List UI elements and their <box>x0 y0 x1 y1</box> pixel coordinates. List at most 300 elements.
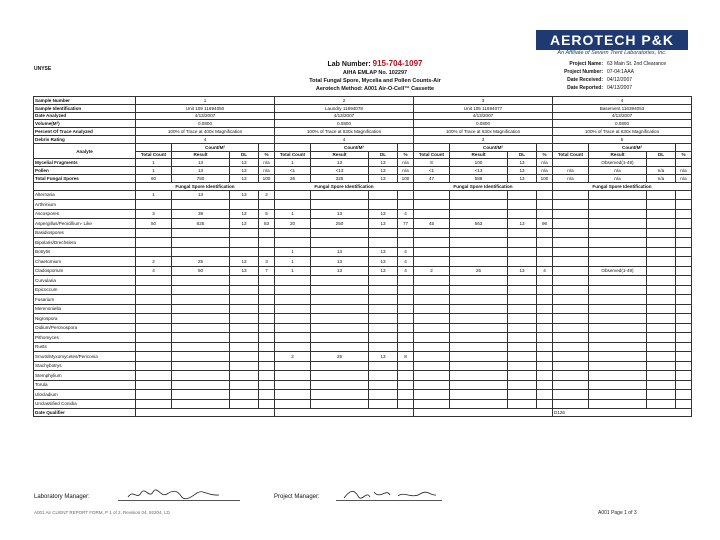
spore-name: Memnoniella <box>34 304 136 314</box>
data-cell <box>230 304 259 314</box>
project-info-row <box>545 76 705 84</box>
spore-name: Stachybotrys <box>34 361 136 371</box>
data-cell <box>172 314 230 324</box>
date-qualifier-label: Date Qualifier <box>34 409 136 417</box>
data-cell <box>676 342 692 352</box>
blank-cell <box>676 143 692 151</box>
company-logo: AEROTECH P&K <box>536 30 688 50</box>
data-cell: 13 <box>230 190 259 200</box>
data-cell <box>311 371 369 381</box>
data-cell <box>537 371 553 381</box>
data-cell <box>647 257 676 267</box>
spore-row <box>34 390 692 400</box>
data-cell <box>676 159 692 167</box>
data-cell <box>230 390 259 400</box>
data-cell <box>508 238 537 248</box>
data-cell: 13 <box>311 209 369 219</box>
data-cell <box>508 390 537 400</box>
data-cell <box>311 304 369 314</box>
spore-id-header: Fungal Spore Identification <box>136 182 275 190</box>
data-cell <box>172 228 230 238</box>
data-cell: <1 <box>275 167 311 175</box>
data-cell <box>508 333 537 343</box>
data-cell <box>369 342 398 352</box>
data-cell <box>398 200 414 210</box>
data-cell <box>589 247 647 257</box>
data-cell <box>647 266 676 276</box>
data-cell: 13 <box>508 167 537 175</box>
data-cell <box>172 371 230 381</box>
data-cell <box>647 304 676 314</box>
data-cell <box>136 399 172 409</box>
data-cell <box>230 352 259 362</box>
data-cell <box>589 257 647 267</box>
data-cell <box>230 380 259 390</box>
spore-name: Rusts <box>34 342 136 352</box>
data-cell: 1 <box>136 159 172 167</box>
project-info-label: Project Number: <box>564 69 603 75</box>
data-cell <box>553 380 589 390</box>
data-cell: 13 <box>172 159 230 167</box>
summary-row <box>34 167 692 175</box>
data-cell <box>553 390 589 400</box>
project-info-row <box>545 84 705 92</box>
data-cell <box>136 390 172 400</box>
data-cell <box>275 333 311 343</box>
data-cell <box>369 323 398 333</box>
data-cell <box>369 390 398 400</box>
data-cell: 50 <box>172 266 230 276</box>
data-cell <box>414 257 450 267</box>
data-cell <box>537 238 553 248</box>
data-cell <box>369 228 398 238</box>
analyte-header: Analyte <box>34 143 136 159</box>
data-cell <box>553 333 589 343</box>
data-cell: 588 <box>450 174 508 182</box>
data-cell <box>136 352 172 362</box>
summary-row-label: Total Fungal Spores <box>34 174 136 182</box>
data-cell <box>676 304 692 314</box>
data-cell <box>647 342 676 352</box>
data-cell <box>647 200 676 210</box>
blank-cell <box>553 143 589 151</box>
data-cell <box>508 247 537 257</box>
data-cell <box>275 238 311 248</box>
data-cell <box>398 323 414 333</box>
spore-row <box>34 285 692 295</box>
data-cell <box>450 295 508 305</box>
spore-name: Smuts/Myxomycetes/Periconia <box>34 352 136 362</box>
data-cell <box>172 380 230 390</box>
dl-header: DL <box>230 151 259 159</box>
data-cell <box>311 390 369 400</box>
spore-name: Ulocladium <box>34 390 136 400</box>
data-cell <box>676 314 692 324</box>
info-row <box>34 120 692 128</box>
data-cell <box>259 333 275 343</box>
data-cell <box>508 295 537 305</box>
spore-name: Chaetomium <box>34 257 136 267</box>
data-cell <box>647 247 676 257</box>
blank-cell <box>259 143 275 151</box>
data-cell: n/a <box>537 167 553 175</box>
data-cell <box>537 333 553 343</box>
data-cell <box>398 228 414 238</box>
info-row-label: Debris Rating <box>34 135 136 143</box>
data-cell <box>275 304 311 314</box>
data-cell <box>676 276 692 286</box>
data-cell <box>676 323 692 333</box>
info-value: 4 <box>136 135 275 143</box>
data-cell <box>589 209 647 219</box>
data-cell: 13 <box>311 257 369 267</box>
data-cell <box>553 304 589 314</box>
data-cell <box>369 361 398 371</box>
data-cell <box>259 295 275 305</box>
data-cell <box>647 219 676 229</box>
spore-row <box>34 190 692 200</box>
data-cell <box>259 200 275 210</box>
data-cell <box>398 190 414 200</box>
data-cell: 25 <box>450 266 508 276</box>
data-cell <box>259 352 275 362</box>
data-cell <box>369 399 398 409</box>
report-header <box>260 60 490 93</box>
data-cell <box>647 314 676 324</box>
data-cell <box>589 361 647 371</box>
data-cell: 96 <box>537 219 553 229</box>
date-qualifier-row <box>34 409 692 417</box>
data-cell <box>369 371 398 381</box>
data-cell <box>414 323 450 333</box>
data-cell <box>676 190 692 200</box>
data-cell <box>398 304 414 314</box>
data-cell <box>136 200 172 210</box>
data-cell <box>311 323 369 333</box>
data-cell <box>311 380 369 390</box>
data-cell <box>398 361 414 371</box>
data-cell: n/a <box>398 159 414 167</box>
data-cell: 13 <box>230 159 259 167</box>
info-row-label: Sample Identification <box>34 104 136 112</box>
project-manager-signature <box>340 486 440 502</box>
data-cell <box>136 380 172 390</box>
data-cell: 13 <box>369 174 398 182</box>
data-cell <box>553 190 589 200</box>
data-cell <box>589 276 647 286</box>
result-header: Result <box>311 151 369 159</box>
data-cell: 13 <box>311 266 369 276</box>
info-value: 0.0800 <box>553 120 692 128</box>
spore-row <box>34 314 692 324</box>
info-value: 1 <box>136 97 275 105</box>
data-cell: 13 <box>508 159 537 167</box>
data-cell: 13 <box>172 190 230 200</box>
data-cell <box>676 209 692 219</box>
data-cell <box>676 257 692 267</box>
data-cell <box>647 399 676 409</box>
data-cell <box>136 361 172 371</box>
report-method: Aerotech Method: A001 Air-O-Cell™ Cassette <box>315 86 435 92</box>
data-cell <box>589 399 647 409</box>
data-cell <box>450 209 508 219</box>
data-cell <box>647 209 676 219</box>
logo-tagline: An Affiliate of Severn Trent Laboratories, Inc. <box>557 50 667 56</box>
data-cell <box>508 276 537 286</box>
data-cell <box>589 219 647 229</box>
info-value: 4 <box>275 135 414 143</box>
data-cell <box>172 361 230 371</box>
data-cell <box>136 295 172 305</box>
spore-id-header: Fungal Spore Identification <box>414 182 553 190</box>
data-cell <box>676 247 692 257</box>
count-m3-header: Count/M³ <box>589 143 676 151</box>
data-cell <box>553 276 589 286</box>
data-cell <box>589 295 647 305</box>
data-cell: 325 <box>311 174 369 182</box>
data-cell: 1 <box>275 159 311 167</box>
data-cell <box>450 304 508 314</box>
data-cell: Observed(1-49) <box>589 266 647 276</box>
data-cell <box>275 361 311 371</box>
data-cell <box>676 390 692 400</box>
info-value: Laundry 11694078 <box>275 104 414 112</box>
data-cell <box>369 238 398 248</box>
data-cell <box>230 399 259 409</box>
data-cell <box>136 228 172 238</box>
data-cell <box>414 371 450 381</box>
result-header: Result <box>589 151 647 159</box>
data-cell <box>537 361 553 371</box>
spore-name: Aspergillus/Penicillium- Like <box>34 219 136 229</box>
data-cell <box>537 380 553 390</box>
data-cell <box>647 295 676 305</box>
data-cell <box>311 238 369 248</box>
data-cell <box>259 323 275 333</box>
data-cell: n/a <box>553 167 589 175</box>
data-cell <box>398 285 414 295</box>
data-cell <box>414 238 450 248</box>
data-cell: 13 <box>311 159 369 167</box>
data-cell: 13 <box>369 247 398 257</box>
info-value: 100% of Trace at 400x Magnification <box>136 128 275 136</box>
data-cell: 13 <box>369 352 398 362</box>
data-cell <box>508 314 537 324</box>
data-cell <box>647 228 676 238</box>
data-cell <box>275 285 311 295</box>
data-cell: 250 <box>311 219 369 229</box>
data-cell <box>172 352 230 362</box>
data-cell <box>369 314 398 324</box>
data-cell <box>136 314 172 324</box>
blank-cell <box>398 143 414 151</box>
aiha-number: AIHA EMLAP No. 102297 <box>342 70 408 76</box>
data-cell: n/a <box>676 167 692 175</box>
project-info-label: Date Reported: <box>567 85 603 91</box>
blank-cell <box>414 143 450 151</box>
data-cell <box>136 333 172 343</box>
summary-row <box>34 174 692 182</box>
info-value: 0.0800 <box>136 120 275 128</box>
data-cell <box>398 342 414 352</box>
data-cell <box>589 323 647 333</box>
data-cell <box>537 399 553 409</box>
data-cell <box>275 342 311 352</box>
info-row <box>34 135 692 143</box>
data-cell <box>398 276 414 286</box>
spore-row <box>34 333 692 343</box>
data-cell <box>230 285 259 295</box>
data-cell <box>589 390 647 400</box>
data-cell <box>553 228 589 238</box>
data-cell <box>369 333 398 343</box>
data-cell <box>136 323 172 333</box>
data-cell: 13 <box>311 247 369 257</box>
info-value: 100% of Trace at 630x Magnification <box>275 128 414 136</box>
project-info-label: Project Name: <box>569 61 603 67</box>
spore-row <box>34 219 692 229</box>
data-cell <box>136 371 172 381</box>
data-cell: 4 <box>398 266 414 276</box>
data-cell: 13 <box>369 266 398 276</box>
data-cell <box>369 285 398 295</box>
data-cell <box>311 295 369 305</box>
client-name: UNYSE <box>34 66 52 72</box>
data-cell <box>398 371 414 381</box>
data-cell <box>537 314 553 324</box>
data-cell: 13 <box>230 219 259 229</box>
data-cell <box>311 314 369 324</box>
data-cell <box>172 238 230 248</box>
summary-row <box>34 159 692 167</box>
data-cell <box>508 399 537 409</box>
data-cell <box>589 304 647 314</box>
form-footnote: A001 Air CLIENT REPORT FORM, P 1 of 2, Revision 04, 92204, LD <box>34 510 170 515</box>
data-cell <box>553 238 589 248</box>
report-title: Total Fungal Spore, Mycelia and Pollen Counts-Air <box>309 78 441 84</box>
data-cell <box>414 190 450 200</box>
data-cell <box>369 190 398 200</box>
data-cell <box>553 209 589 219</box>
data-cell <box>275 390 311 400</box>
data-cell: n/a <box>398 167 414 175</box>
info-row-label: Volume(M³) <box>34 120 136 128</box>
data-cell: 60 <box>136 174 172 182</box>
spore-row <box>34 399 692 409</box>
data-cell <box>369 304 398 314</box>
data-cell <box>275 295 311 305</box>
data-cell <box>553 342 589 352</box>
data-cell <box>414 361 450 371</box>
spore-name: Curvularia <box>34 276 136 286</box>
data-cell <box>450 380 508 390</box>
data-cell <box>508 257 537 267</box>
data-cell: n/a <box>259 159 275 167</box>
data-cell: 25 <box>172 257 230 267</box>
data-cell <box>275 380 311 390</box>
data-cell <box>398 399 414 409</box>
project-info-value: 04/13/2007 <box>607 85 633 91</box>
spore-row <box>34 295 692 305</box>
data-cell <box>676 285 692 295</box>
data-cell <box>553 314 589 324</box>
data-cell <box>508 285 537 295</box>
data-cell: 3 <box>136 209 172 219</box>
data-cell: 4 <box>136 266 172 276</box>
project-info-label: Date Received: <box>567 77 603 83</box>
spore-row <box>34 238 692 248</box>
data-cell: 1 <box>136 190 172 200</box>
data-cell <box>414 276 450 286</box>
data-cell: 50 <box>136 219 172 229</box>
data-cell <box>311 276 369 286</box>
data-cell <box>259 399 275 409</box>
data-cell <box>589 342 647 352</box>
data-cell <box>275 190 311 200</box>
info-value: Unit 105 11694077 <box>414 104 553 112</box>
spore-row <box>34 352 692 362</box>
data-cell <box>275 276 311 286</box>
count-header-row <box>34 143 692 151</box>
data-cell: n/a <box>647 167 676 175</box>
data-cell <box>589 333 647 343</box>
spore-id-header: Fungal Spore Identification <box>275 182 414 190</box>
data-cell <box>647 238 676 248</box>
data-cell: 5 <box>259 209 275 219</box>
dl-header: DL <box>369 151 398 159</box>
data-cell: 13 <box>369 257 398 267</box>
pct-header: % <box>398 151 414 159</box>
data-cell: 47 <box>414 174 450 182</box>
data-cell <box>311 200 369 210</box>
spore-name: Cladosporium <box>34 266 136 276</box>
data-cell <box>259 361 275 371</box>
data-cell: 625 <box>172 219 230 229</box>
result-header: Result <box>172 151 230 159</box>
total-count-header: Total Count <box>553 151 589 159</box>
page-number: A001 Page 1 of 3 <box>598 510 637 516</box>
data-cell <box>553 352 589 362</box>
spore-row <box>34 304 692 314</box>
data-cell <box>589 352 647 362</box>
data-cell: 7 <box>259 266 275 276</box>
data-cell <box>311 361 369 371</box>
data-cell <box>553 399 589 409</box>
data-cell <box>369 295 398 305</box>
data-cell <box>647 380 676 390</box>
spore-row <box>34 257 692 267</box>
data-cell: 13 <box>508 219 537 229</box>
data-cell <box>450 371 508 381</box>
data-cell <box>676 361 692 371</box>
data-cell: 100 <box>259 174 275 182</box>
data-cell <box>508 323 537 333</box>
data-cell <box>259 390 275 400</box>
info-row-label: Percent Of Trace Analyzed <box>34 128 136 136</box>
data-cell <box>589 285 647 295</box>
data-cell <box>508 371 537 381</box>
data-cell <box>537 257 553 267</box>
info-value: 3 <box>414 97 553 105</box>
data-cell <box>172 323 230 333</box>
data-cell: 20 <box>275 219 311 229</box>
data-cell <box>230 361 259 371</box>
info-value: 2 <box>275 97 414 105</box>
date-qualifier-value <box>275 409 414 417</box>
data-cell <box>136 276 172 286</box>
total-count-header: Total Count <box>275 151 311 159</box>
data-cell: 1 <box>275 247 311 257</box>
